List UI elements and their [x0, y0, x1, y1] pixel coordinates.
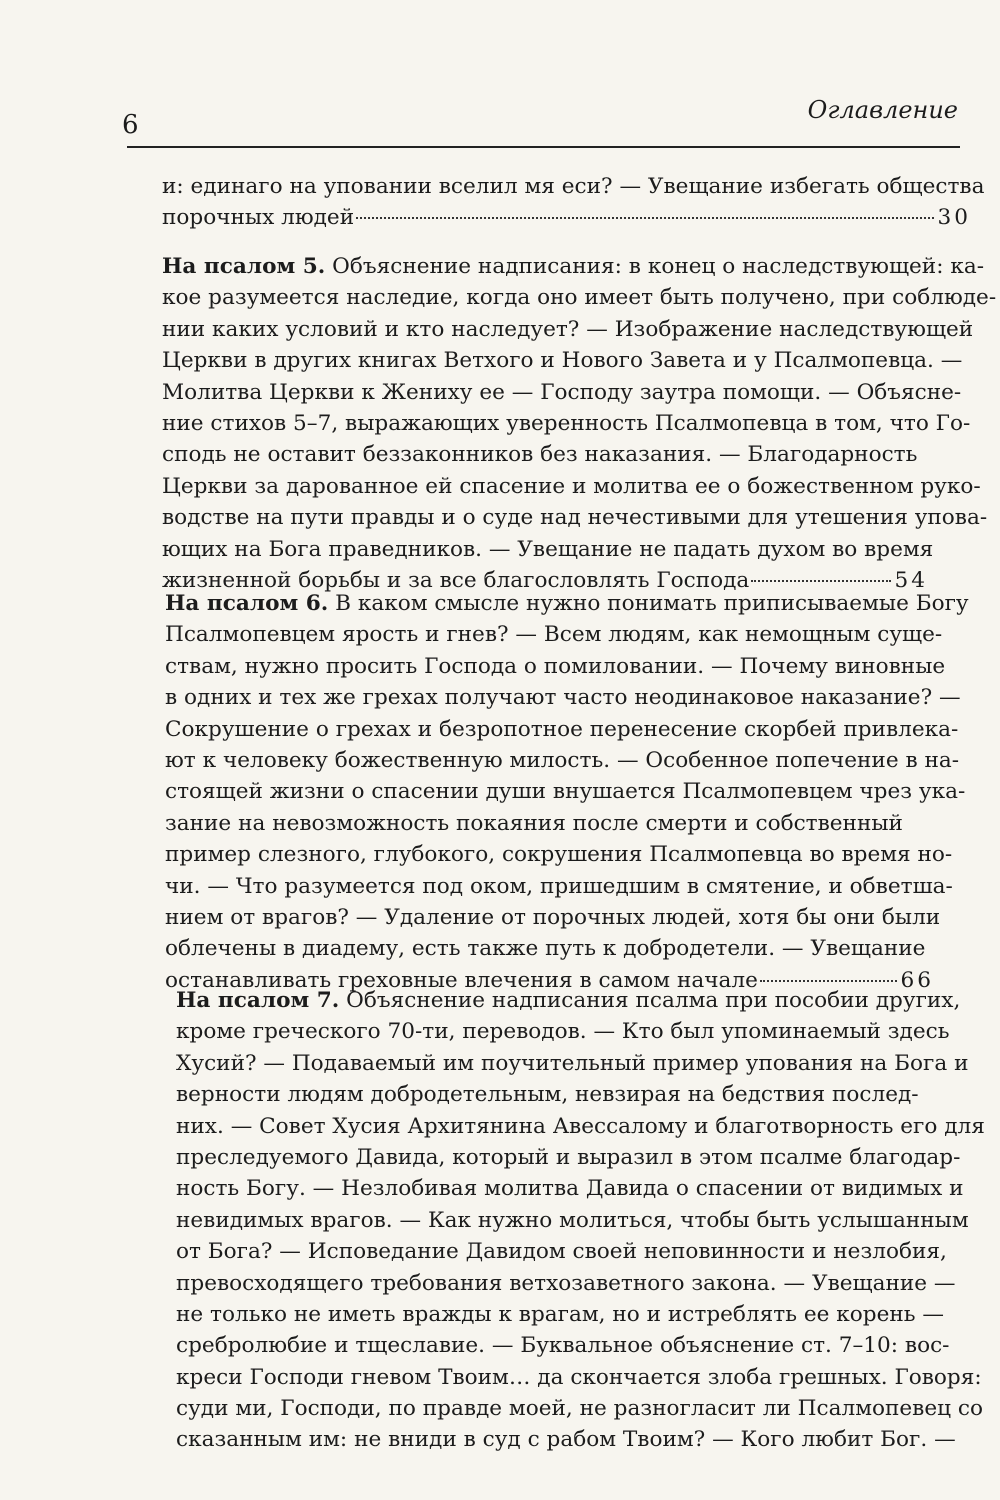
entry-heading: На псалом 5. — [162, 254, 326, 279]
toc-line: зание на невозможность покаяния после смерти и собственный — [165, 810, 903, 836]
toc-line: На псалом 5. Объяснение надписания: в конец о наследствующей: ка- — [162, 254, 985, 279]
toc-line: Церкви в других книгах Ветхого и Нового Завета и у Псалмопевца. — — [162, 348, 963, 374]
toc-page-ref: 54 — [894, 567, 928, 593]
toc-line: сказанным им: не вниди в суд с рабом Твоим? — Кого любит Бог. — — [176, 1427, 956, 1453]
toc-line: креси Господи гневом Твоим… да скончается злоба грешных. Говоря: — [176, 1364, 982, 1390]
toc-line: Молитва Церкви к Жениху ее — Господу заутра помощи. — Объясне- — [162, 379, 962, 405]
toc-line: Сокрушение о грехах и безропотное перенесение скорбей привлека- — [165, 716, 959, 742]
toc-entry-psalm-7 — [176, 985, 985, 1456]
toc-line: облечены в диадему, есть также путь к добродетели. — Увещание — [165, 936, 926, 962]
toc-line: стоящей жизни о спасении души внушается Псалмопевцем чрез ука- — [165, 779, 966, 805]
dot-leader — [760, 980, 897, 982]
toc-line: нии каких условий и кто наследует? — Изображение наследствующей — [162, 316, 974, 342]
toc-line: них. — Совет Хусия Архитянина Авессалому и благотворность его для — [176, 1113, 985, 1139]
toc-line: ющих на Бога праведников. — Увещание не падать духом во время — [162, 536, 934, 562]
toc-line: водстве на пути правды и о суде над нечестивыми для утешения упова- — [162, 505, 988, 531]
toc-line: На псалом 6. В каком смысле нужно понимать приписываемые Богу — [165, 591, 969, 616]
toc-line: На псалом 7. Объяснение надписания псалма при пособии других, — [176, 988, 961, 1013]
dot-leader — [751, 580, 890, 582]
running-head: Оглавление — [807, 96, 958, 124]
header-rule — [127, 146, 960, 148]
toc-line: от Бога? — Исповедание Давидом своей неповинности и незлобия, — [176, 1239, 947, 1265]
toc-line: порочных людей — [162, 205, 355, 231]
toc-line: Псалмопевцем ярость и гнев? — Всем людям, как немощным суще- — [165, 622, 943, 648]
toc-entry-psalm-6 — [165, 588, 969, 996]
toc-line: жизненной борьбы и за все благословлять Господа — [162, 567, 750, 593]
toc-line: Церкви за дарованное ей спасение и молитва ее о божественном руко- — [162, 473, 981, 499]
toc-entry-continuation — [162, 171, 985, 234]
toc-page-ref: 30 — [937, 205, 971, 231]
toc-line: в одних и тех же грехах получают часто неодинаковое наказание? — — [165, 685, 961, 711]
toc-line: чи. — Что разумеется под оком, пришедшим в смятение, и обветша- — [165, 873, 953, 899]
toc-line: останавливать греховные влечения в самом начале — [165, 967, 758, 993]
toc-line: кроме греческого 70-ти, переводов. — Кто был упоминаемый здесь — [176, 1019, 950, 1045]
toc-line: сребролюбие и тщеславие. — Буквальное объяснение ст. 7–10: вос- — [176, 1333, 950, 1359]
entry-heading: На псалом 7. — [176, 988, 340, 1013]
toc-line: Хусий? — Подаваемый им поучительный пример упования на Бога и — [176, 1050, 969, 1076]
toc-line: ствам, нужно просить Господа о помиловании. — Почему виновные — [165, 653, 946, 679]
toc-line: невидимых врагов. — Как нужно молиться, чтобы быть услышанным — [176, 1207, 969, 1233]
toc-line: преследуемого Давида, который и выразил в этом псалме благодар- — [176, 1144, 961, 1170]
toc-line: превосходящего требования ветхозаветного закона. — Увещание — — [176, 1270, 956, 1296]
toc-line: ность Богу. — Незлобивая молитва Давида о спасении от видимых и — [176, 1176, 964, 1202]
toc-entry-psalm-5 — [162, 251, 997, 596]
toc-line: сподь не оставит беззаконников без наказания. — Благодарность — [162, 442, 918, 468]
toc-line: пример слезного, глубокого, сокрушения Псалмопевца во время но- — [165, 842, 953, 868]
toc-page-ref: 66 — [900, 967, 934, 993]
toc-leader-line — [162, 202, 971, 233]
toc-line: верности людям добродетельным, невзирая на бедствия послед- — [176, 1082, 919, 1108]
dot-leader — [356, 217, 933, 219]
page-number: 6 — [122, 110, 139, 140]
entry-heading: На псалом 6. — [165, 591, 329, 616]
toc-line: ние стихов 5–7, выражающих уверенность Псалмопевца в том, что Го- — [162, 410, 971, 436]
toc-line: не только не иметь вражды к врагам, но и истреблять ее корень — — [176, 1301, 944, 1327]
toc-line: кое разумеется наследие, когда оно имеет быть получено, при соблюде- — [162, 285, 997, 311]
toc-line: суди ми, Господи, по правде моей, не разногласит ли Псалмопевец со — [176, 1396, 983, 1422]
toc-line: и: единаго на уповании вселил мя еси? — Увещание избегать общества — [162, 174, 985, 199]
toc-line: ют к человеку божественную милость. — Особенное попечение в на- — [165, 747, 960, 773]
toc-line: нием от врагов? — Удаление от порочных людей, хотя бы они были — [165, 904, 941, 930]
